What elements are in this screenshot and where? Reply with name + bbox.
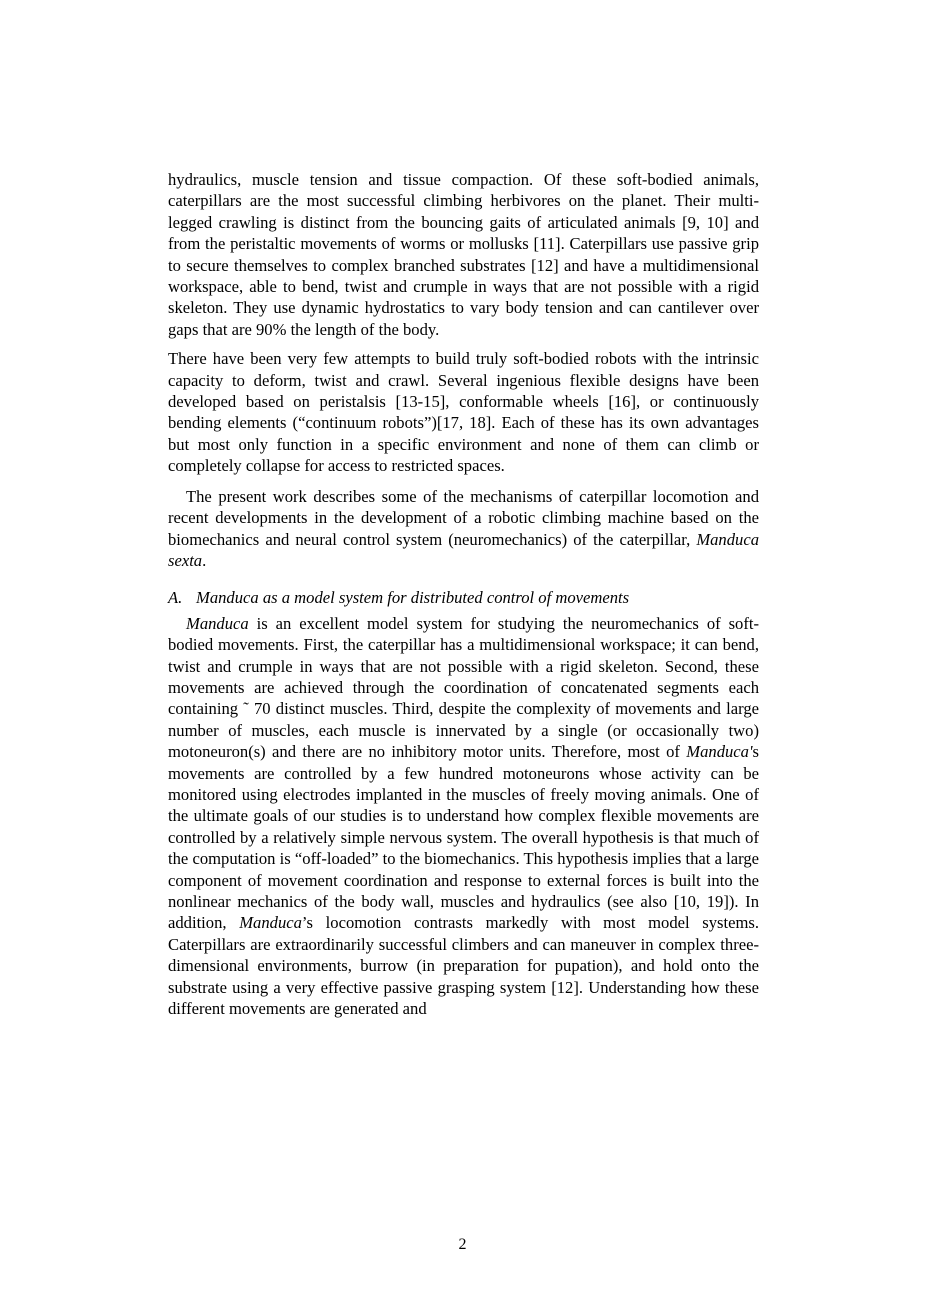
section-heading bbox=[168, 587, 759, 608]
paragraph-soft-robots: There have been very few attempts to build truly soft-bodied robots with the intrinsic capacity to deform, twist and crawl. Several ingenious flexible designs have been developed based on peristalsis [13-15], conformable wheels [16], or continuously bending elements (“continuum robots”)[17, 18]. Each of these has its own advantages but most only function in a specific environment and none of them can climb or completely collapse for access to restricted spaces. bbox=[168, 349, 759, 476]
species-name: Manduca sexta bbox=[168, 529, 759, 570]
section-number: A. bbox=[168, 588, 183, 608]
paragraph-present-work bbox=[168, 486, 759, 572]
species-name: Manduca bbox=[239, 913, 302, 933]
text-segment: . bbox=[202, 550, 207, 570]
species-name: Manduca' bbox=[686, 742, 753, 762]
page-body bbox=[168, 169, 759, 1019]
text-segment: s movements are controlled by a few hundred motoneurons whose activity can be monitored using electrodes implanted in the muscles of freely moving animals. One of the ultimate goals of our studies is to understand how complex flexible movements are controlled by a relatively simple nervous system. The overall hypothesis is that much of the computation is “off-loaded” to the biomechanics. This hypothesis implies that a large component of movement coordination and response to external forces is built into the nonlinear mechanics of the body wall, muscles and hydraulics (see also [10, 19]). In addition, bbox=[168, 742, 759, 933]
paragraph-manduca-model bbox=[168, 613, 759, 1020]
species-name: Manduca bbox=[186, 613, 249, 633]
text-segment: The present work describes some of the mechanisms of caterpillar locomotion and recent developments in the development of a robotic climbing machine based on the biomechanics and neural control system (neuromechanics) of the caterpillar, bbox=[168, 486, 759, 549]
text-segment: is an excellent model system for studying the neuromechanics of soft-bodied movements. First, the caterpillar has a multidimensional workspace; it can bend, twist and crumple in ways that are not possible with a rigid skeleton. Second, these movements are achieved through the coordination of concatenated segments each containing ˜ 70 distinct muscles. Third, despite the complexity of movements and large number of muscles, each muscle is innervated by a single (or occasionally two) motoneuron(s) and there are no inhibitory motor units. Therefore, most of bbox=[168, 613, 759, 762]
section-title: Manduca as a model system for distributed control of movements bbox=[196, 588, 630, 608]
paragraph-intro-continued: hydraulics, muscle tension and tissue compaction. Of these soft-bodied animals, caterpillars are the most successful climbing herbivores on the planet. Their multi-legged crawling is distinct from the bouncing gaits of articulated animals [9, 10] and from the peristaltic movements of worms or mollusks [11]. Caterpillars use passive grip to secure themselves to complex branched substrates [12] and have a multidimensional workspace, able to bend, twist and crumple in ways that are not possible with a rigid skeleton. They use dynamic hydrostatics to vary body tension and can cantilever over gaps that are 90% the length of the body. bbox=[168, 170, 759, 339]
text-segment: ’s locomotion contrasts markedly with most model systems. Caterpillars are extraordinarily successful climbers and can maneuver in complex three-dimensional environments, burrow (in preparation for pupation), and hold onto the substrate using a very effective passive grasping system [12]. Understanding how these different movements are generated and bbox=[168, 913, 760, 1019]
page-number: 2 bbox=[458, 1236, 467, 1253]
